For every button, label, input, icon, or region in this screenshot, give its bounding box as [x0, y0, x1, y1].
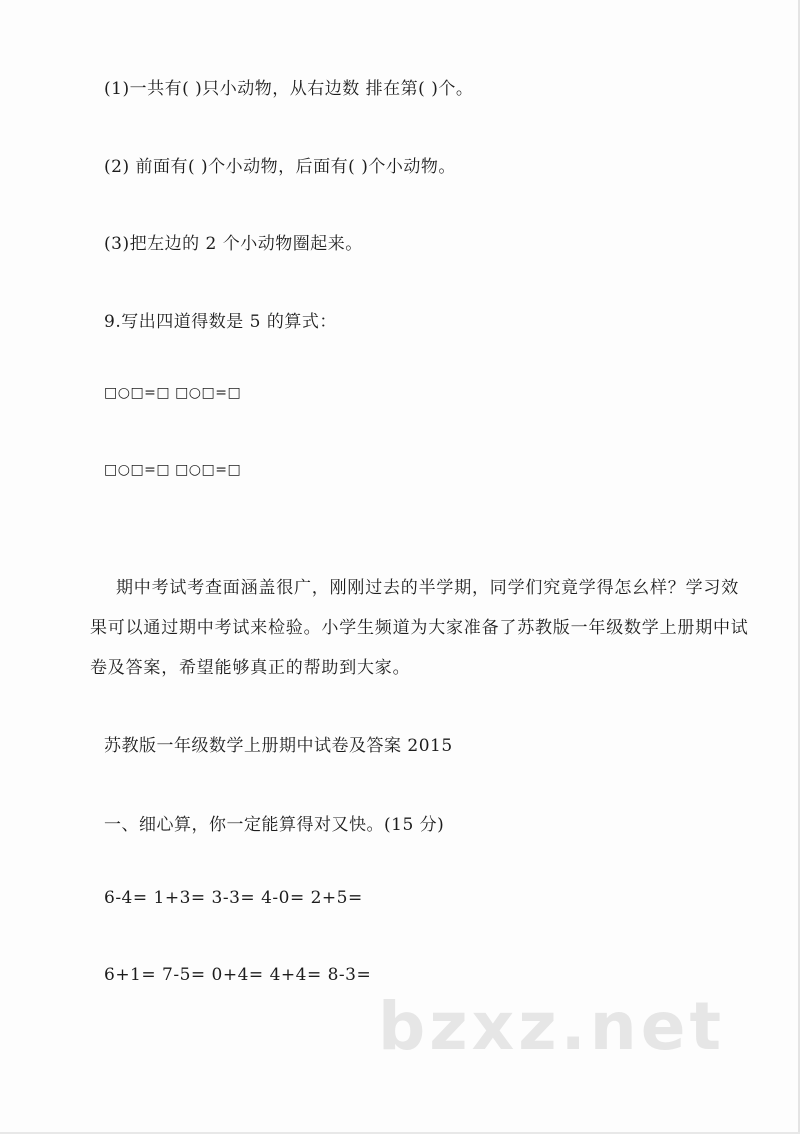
question-9-equation-row-2: □○□=□ □○□=□ [104, 462, 242, 478]
calculation-row-1: 6-4= 1+3= 3-3= 4-0= 2+5= [104, 888, 363, 908]
question-8-part-1: (1)一共有( )只小动物，从右边数 排在第( )个。 [104, 79, 474, 99]
calculation-row-2: 6+1= 7-5= 0+4= 4+4= 8-3= [104, 965, 372, 985]
question-8-part-2: (2) 前面有( )个小动物，后面有( )个小动物。 [104, 157, 456, 177]
question-8-part-3: (3)把左边的 2 个小动物圈起来。 [104, 234, 363, 254]
intro-paragraph: 期中考试考查面涵盖很广，刚刚过去的半学期，同学们究竟学得怎幺样？学习效果可以通过期中考试来检验。小学生频道为大家准备了苏教版一年级数学上册期中试卷及答案，希望能够真正的帮助到大家。 [90, 578, 749, 678]
question-9-equation-row-1: □○□=□ □○□=□ [104, 385, 242, 401]
question-9-title: 9.写出四道得数是 5 的算式： [104, 312, 337, 332]
section-1-title: 一、细心算，你一定能算得对又快。(15 分) [104, 815, 445, 835]
exam-title: 苏教版一年级数学上册期中试卷及答案 2015 [104, 736, 453, 756]
site-watermark: bzxz.net [378, 988, 726, 1065]
